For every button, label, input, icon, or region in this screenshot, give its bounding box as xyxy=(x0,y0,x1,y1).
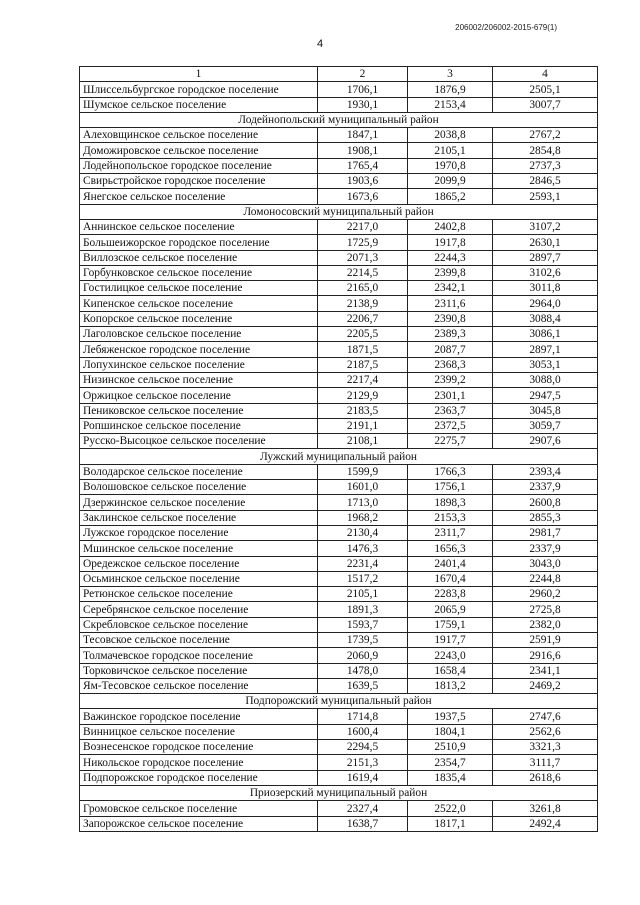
value-cell: 2747,6 xyxy=(493,709,598,724)
table-row xyxy=(80,495,598,510)
settlement-name: Серебрянское сельское поселение xyxy=(80,602,318,617)
table-row xyxy=(80,357,598,372)
value-cell: 2372,5 xyxy=(408,418,493,433)
value-cell: 2505,1 xyxy=(493,82,598,97)
settlement-name: Ям-Тесовское сельское поселение xyxy=(80,678,318,693)
value-cell: 3321,3 xyxy=(493,740,598,755)
value-cell: 2244,3 xyxy=(408,250,493,265)
table-row xyxy=(80,648,598,663)
settlement-name: Виллозское сельское поселение xyxy=(80,250,318,265)
value-cell: 2327,4 xyxy=(318,801,408,816)
value-cell: 2342,1 xyxy=(408,281,493,296)
value-cell: 2087,7 xyxy=(408,342,493,357)
table-row xyxy=(80,755,598,770)
table-row xyxy=(80,97,598,112)
value-cell: 2618,6 xyxy=(493,770,598,785)
value-cell: 2354,7 xyxy=(408,755,493,770)
settlement-name: Винницкое сельское поселение xyxy=(80,724,318,739)
column-header: 2 xyxy=(318,67,408,82)
table-row xyxy=(80,82,598,97)
value-cell: 1930,1 xyxy=(318,97,408,112)
table-row xyxy=(80,174,598,189)
value-cell: 2337,9 xyxy=(493,480,598,495)
value-cell: 2964,0 xyxy=(493,296,598,311)
value-cell: 3045,8 xyxy=(493,403,598,418)
value-cell: 2130,4 xyxy=(318,525,408,540)
settlement-name: Янегское сельское поселение xyxy=(80,189,318,204)
value-cell: 2283,8 xyxy=(408,587,493,602)
settlement-name: Копорское сельское поселение xyxy=(80,311,318,326)
table-row xyxy=(80,372,598,387)
value-cell: 2630,1 xyxy=(493,235,598,250)
value-cell: 1813,2 xyxy=(408,678,493,693)
column-header: 3 xyxy=(408,67,493,82)
value-cell: 1847,1 xyxy=(318,128,408,143)
value-cell: 2138,9 xyxy=(318,296,408,311)
value-cell: 1766,3 xyxy=(408,464,493,479)
value-cell: 2060,9 xyxy=(318,648,408,663)
settlement-name: Низинское сельское поселение xyxy=(80,372,318,387)
table-row xyxy=(80,663,598,678)
value-cell: 1714,8 xyxy=(318,709,408,724)
settlement-name: Толмачевское городское поселение xyxy=(80,648,318,663)
value-cell: 2231,4 xyxy=(318,556,408,571)
value-cell: 2855,3 xyxy=(493,510,598,525)
table-row xyxy=(80,740,598,755)
value-cell: 1891,3 xyxy=(318,602,408,617)
value-cell: 2399,2 xyxy=(408,372,493,387)
value-cell: 2767,2 xyxy=(493,128,598,143)
table-row xyxy=(80,128,598,143)
value-cell: 1670,4 xyxy=(408,571,493,586)
settlement-name: Важинское городское поселение xyxy=(80,709,318,724)
table-row xyxy=(80,418,598,433)
value-cell: 3088,4 xyxy=(493,311,598,326)
table-row xyxy=(80,632,598,647)
value-cell: 1619,4 xyxy=(318,770,408,785)
region-title: Лужский муниципальный район xyxy=(80,449,598,464)
value-cell: 2907,6 xyxy=(493,434,598,449)
settlement-name: Пениковское сельское поселение xyxy=(80,403,318,418)
table-row xyxy=(80,541,598,556)
table-row xyxy=(80,342,598,357)
settlement-name: Кипенское сельское поселение xyxy=(80,296,318,311)
settlement-name: Торковичское сельское поселение xyxy=(80,663,318,678)
value-cell: 1835,4 xyxy=(408,770,493,785)
value-cell: 1876,9 xyxy=(408,82,493,97)
table-row xyxy=(80,801,598,816)
settlement-name: Подпорожское городское поселение xyxy=(80,770,318,785)
value-cell: 2153,4 xyxy=(408,97,493,112)
value-cell: 3059,7 xyxy=(493,418,598,433)
value-cell: 1599,9 xyxy=(318,464,408,479)
region-title: Ломоносовский муниципальный район xyxy=(80,204,598,219)
value-cell: 3011,8 xyxy=(493,281,598,296)
table-row xyxy=(80,265,598,280)
column-header: 1 xyxy=(80,67,318,82)
value-cell: 2065,9 xyxy=(408,602,493,617)
value-cell: 1968,2 xyxy=(318,510,408,525)
value-cell: 2206,7 xyxy=(318,311,408,326)
table-row xyxy=(80,525,598,540)
settlement-name: Ропшинское сельское поселение xyxy=(80,418,318,433)
value-cell: 1817,1 xyxy=(408,816,493,831)
value-cell: 2071,3 xyxy=(318,250,408,265)
table-row xyxy=(80,403,598,418)
table-row xyxy=(80,219,598,234)
value-cell: 3102,6 xyxy=(493,265,598,280)
value-cell: 2399,8 xyxy=(408,265,493,280)
value-cell: 2737,3 xyxy=(493,158,598,173)
table-row xyxy=(80,587,598,602)
value-cell: 1478,0 xyxy=(318,663,408,678)
value-cell: 3088,0 xyxy=(493,372,598,387)
value-cell: 2105,1 xyxy=(408,143,493,158)
value-cell: 2187,5 xyxy=(318,357,408,372)
region-title: Подпорожский муниципальный район xyxy=(80,694,598,709)
value-cell: 3007,7 xyxy=(493,97,598,112)
value-cell: 3053,1 xyxy=(493,357,598,372)
settlement-name: Волошовское сельское поселение xyxy=(80,480,318,495)
region-title: Приозерский муниципальный район xyxy=(80,785,598,800)
data-table xyxy=(79,66,598,832)
settlement-name: Ретюнское сельское поселение xyxy=(80,587,318,602)
value-cell: 2311,7 xyxy=(408,525,493,540)
settlement-name: Заклинское сельское поселение xyxy=(80,510,318,525)
value-cell: 1765,4 xyxy=(318,158,408,173)
value-cell: 2153,3 xyxy=(408,510,493,525)
table-row xyxy=(80,235,598,250)
settlement-name: Лаголовское сельское поселение xyxy=(80,327,318,342)
value-cell: 2038,8 xyxy=(408,128,493,143)
table-row xyxy=(80,143,598,158)
table-row xyxy=(80,556,598,571)
column-header: 4 xyxy=(493,67,598,82)
settlement-name: Лебяженское городское поселение xyxy=(80,342,318,357)
value-cell: 2947,5 xyxy=(493,388,598,403)
document-id: 206002/206002-2015-679(1) xyxy=(455,23,557,32)
region-row xyxy=(80,112,598,127)
value-cell: 1756,1 xyxy=(408,480,493,495)
value-cell: 2129,9 xyxy=(318,388,408,403)
value-cell: 1600,4 xyxy=(318,724,408,739)
settlement-name: Свирьстройское городское поселение xyxy=(80,174,318,189)
settlement-name: Лодейнопольское городское поселение xyxy=(80,158,318,173)
value-cell: 1917,7 xyxy=(408,632,493,647)
value-cell: 1725,9 xyxy=(318,235,408,250)
value-cell: 3261,8 xyxy=(493,801,598,816)
table-row xyxy=(80,464,598,479)
value-cell: 2294,5 xyxy=(318,740,408,755)
value-cell: 1908,1 xyxy=(318,143,408,158)
value-cell: 2108,1 xyxy=(318,434,408,449)
settlement-name: Володарское сельское поселение xyxy=(80,464,318,479)
value-cell: 2846,5 xyxy=(493,174,598,189)
settlement-name: Скребловское сельское поселение xyxy=(80,617,318,632)
value-cell: 2099,9 xyxy=(408,174,493,189)
settlement-name: Алеховщинское сельское поселение xyxy=(80,128,318,143)
value-cell: 2244,8 xyxy=(493,571,598,586)
value-cell: 2593,1 xyxy=(493,189,598,204)
value-cell: 2522,0 xyxy=(408,801,493,816)
value-cell: 2469,2 xyxy=(493,678,598,693)
value-cell: 1593,7 xyxy=(318,617,408,632)
value-cell: 2368,3 xyxy=(408,357,493,372)
settlement-name: Запорожское сельское поселение xyxy=(80,816,318,831)
table-row xyxy=(80,311,598,326)
value-cell: 2243,0 xyxy=(408,648,493,663)
settlement-name: Громовское сельское поселение xyxy=(80,801,318,816)
value-cell: 2151,3 xyxy=(318,755,408,770)
value-cell: 1739,5 xyxy=(318,632,408,647)
settlement-name: Никольское городское поселение xyxy=(80,755,318,770)
table-row xyxy=(80,770,598,785)
value-cell: 2183,5 xyxy=(318,403,408,418)
settlement-name: Тесовское сельское поселение xyxy=(80,632,318,647)
value-cell: 2510,9 xyxy=(408,740,493,755)
settlement-name: Русско-Высоцкое сельское поселение xyxy=(80,434,318,449)
value-cell: 1871,5 xyxy=(318,342,408,357)
value-cell: 1804,1 xyxy=(408,724,493,739)
table-row xyxy=(80,602,598,617)
value-cell: 2390,8 xyxy=(408,311,493,326)
value-cell: 2393,4 xyxy=(493,464,598,479)
value-cell: 2363,7 xyxy=(408,403,493,418)
value-cell: 2960,2 xyxy=(493,587,598,602)
value-cell: 2205,5 xyxy=(318,327,408,342)
settlement-name: Дзержинское сельское поселение xyxy=(80,495,318,510)
header-row xyxy=(80,67,598,82)
table-row xyxy=(80,678,598,693)
table-row xyxy=(80,327,598,342)
value-cell: 2854,8 xyxy=(493,143,598,158)
settlement-name: Оржицкое сельское поселение xyxy=(80,388,318,403)
value-cell: 2981,7 xyxy=(493,525,598,540)
settlement-name: Шумское сельское поселение xyxy=(80,97,318,112)
settlement-name: Осьминское сельское поселение xyxy=(80,571,318,586)
settlement-name: Вознесенское городское поселение xyxy=(80,740,318,755)
value-cell: 3107,2 xyxy=(493,219,598,234)
table-body xyxy=(80,67,598,832)
table-row xyxy=(80,296,598,311)
value-cell: 2897,1 xyxy=(493,342,598,357)
table-row xyxy=(80,158,598,173)
value-cell: 2402,8 xyxy=(408,219,493,234)
value-cell: 2600,8 xyxy=(493,495,598,510)
table-row xyxy=(80,816,598,831)
table-row xyxy=(80,709,598,724)
value-cell: 2217,4 xyxy=(318,372,408,387)
settlement-name: Гостилицкое сельское поселение xyxy=(80,281,318,296)
settlement-name: Оредежское сельское поселение xyxy=(80,556,318,571)
settlement-name: Мшинское сельское поселение xyxy=(80,541,318,556)
value-cell: 1937,5 xyxy=(408,709,493,724)
table-row xyxy=(80,434,598,449)
settlement-name: Лужское городское поселение xyxy=(80,525,318,540)
value-cell: 2401,4 xyxy=(408,556,493,571)
value-cell: 2217,0 xyxy=(318,219,408,234)
value-cell: 2105,1 xyxy=(318,587,408,602)
region-row xyxy=(80,785,598,800)
value-cell: 1759,1 xyxy=(408,617,493,632)
settlement-name: Аннинское сельское поселение xyxy=(80,219,318,234)
region-row xyxy=(80,204,598,219)
value-cell: 1713,0 xyxy=(318,495,408,510)
value-cell: 2382,0 xyxy=(493,617,598,632)
table-row xyxy=(80,250,598,265)
table-row xyxy=(80,724,598,739)
value-cell: 2725,8 xyxy=(493,602,598,617)
value-cell: 1476,3 xyxy=(318,541,408,556)
value-cell: 1517,2 xyxy=(318,571,408,586)
value-cell: 1673,6 xyxy=(318,189,408,204)
page-number: 4 xyxy=(316,38,324,50)
table-row xyxy=(80,571,598,586)
value-cell: 2591,9 xyxy=(493,632,598,647)
value-cell: 1638,7 xyxy=(318,816,408,831)
value-cell: 2492,4 xyxy=(493,816,598,831)
value-cell: 2301,1 xyxy=(408,388,493,403)
region-title: Лодейнопольский муниципальный район xyxy=(80,112,598,127)
table-row xyxy=(80,189,598,204)
table-row xyxy=(80,480,598,495)
settlement-name: Горбунковское сельское поселение xyxy=(80,265,318,280)
table-row xyxy=(80,510,598,525)
value-cell: 3043,0 xyxy=(493,556,598,571)
settlement-name: Доможировское сельское поселение xyxy=(80,143,318,158)
value-cell: 1903,6 xyxy=(318,174,408,189)
value-cell: 2311,6 xyxy=(408,296,493,311)
value-cell: 1898,3 xyxy=(408,495,493,510)
value-cell: 1639,5 xyxy=(318,678,408,693)
settlement-name: Большеижорское городское поселение xyxy=(80,235,318,250)
value-cell: 2337,9 xyxy=(493,541,598,556)
value-cell: 2389,3 xyxy=(408,327,493,342)
region-row xyxy=(80,449,598,464)
value-cell: 1865,2 xyxy=(408,189,493,204)
value-cell: 1601,0 xyxy=(318,480,408,495)
table-row xyxy=(80,617,598,632)
table-row xyxy=(80,281,598,296)
value-cell: 2341,1 xyxy=(493,663,598,678)
value-cell: 1706,1 xyxy=(318,82,408,97)
settlement-name: Шлиссельбургское городское поселение xyxy=(80,82,318,97)
value-cell: 1658,4 xyxy=(408,663,493,678)
value-cell: 2214,5 xyxy=(318,265,408,280)
table-row xyxy=(80,388,598,403)
value-cell: 2165,0 xyxy=(318,281,408,296)
value-cell: 2191,1 xyxy=(318,418,408,433)
settlement-name: Лопухинское сельское поселение xyxy=(80,357,318,372)
value-cell: 3111,7 xyxy=(493,755,598,770)
value-cell: 2916,6 xyxy=(493,648,598,663)
value-cell: 1656,3 xyxy=(408,541,493,556)
value-cell: 2562,6 xyxy=(493,724,598,739)
value-cell: 3086,1 xyxy=(493,327,598,342)
value-cell: 1917,8 xyxy=(408,235,493,250)
value-cell: 2897,7 xyxy=(493,250,598,265)
region-row xyxy=(80,694,598,709)
value-cell: 2275,7 xyxy=(408,434,493,449)
value-cell: 1970,8 xyxy=(408,158,493,173)
